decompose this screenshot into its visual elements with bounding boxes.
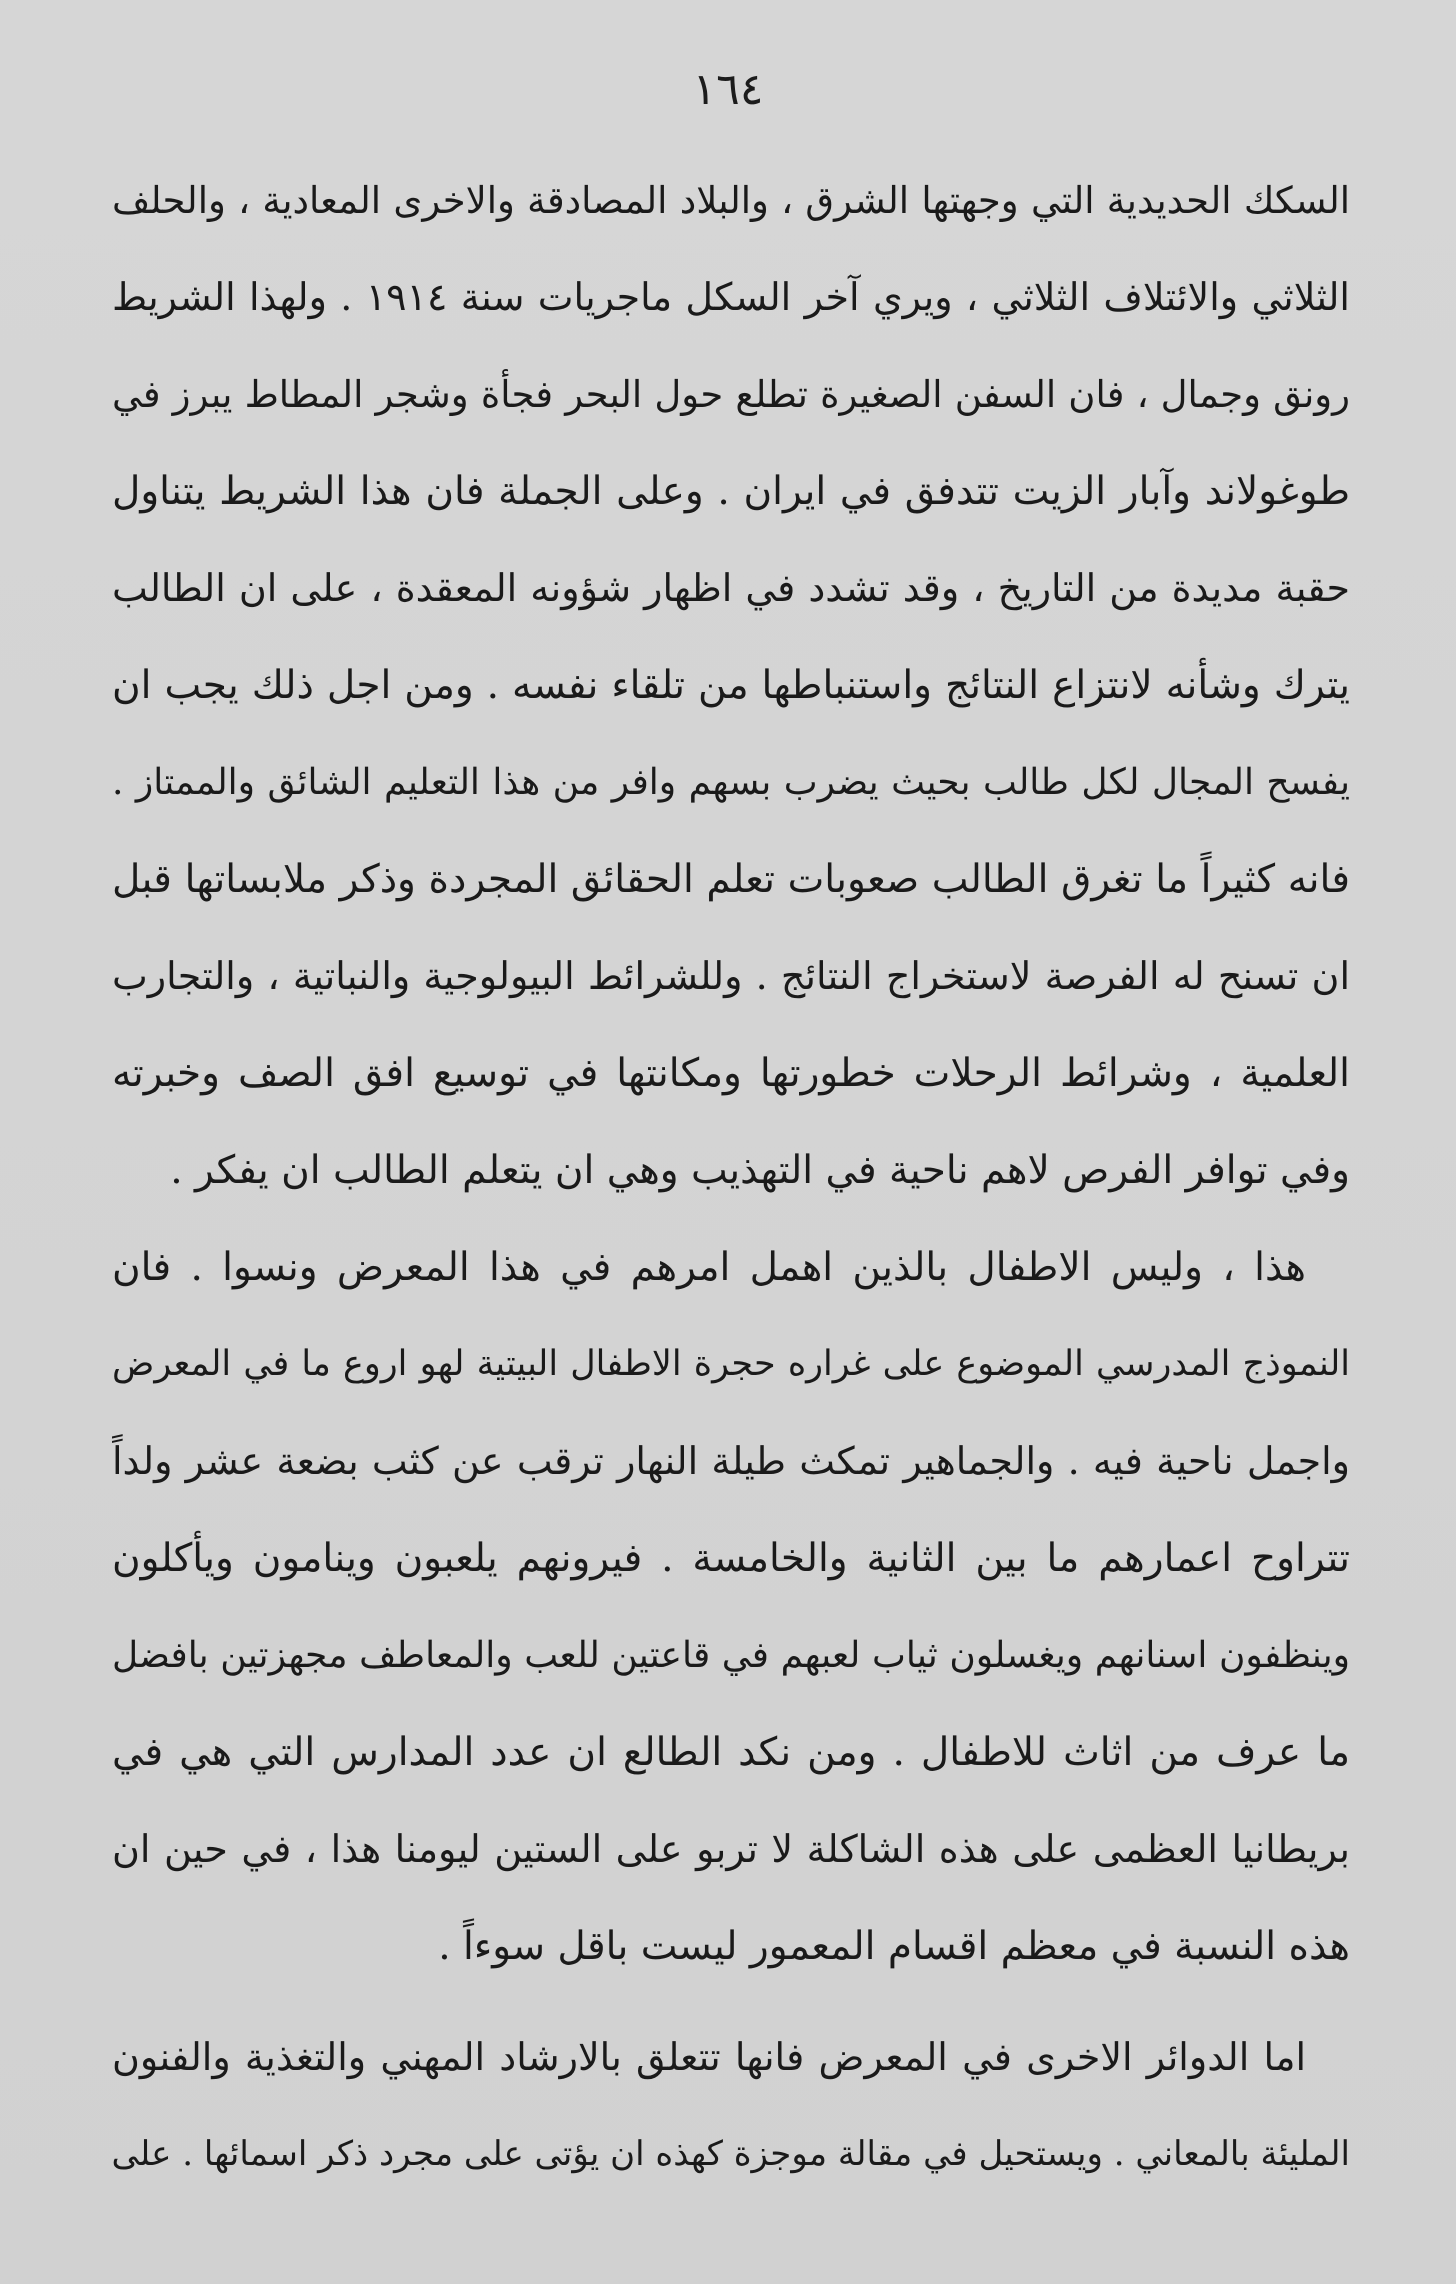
text-line: هذه النسبة في معظم اقسام المعمور ليست باقل سوءاً . [438, 1924, 1350, 1969]
paragraph-3 [112, 2009, 1350, 2203]
text-line: الثلاثي والائتلاف الثلاثي ، ويري آخر السكل ماجريات سنة ١٩١٤ . ولهذا الشريط [112, 275, 1350, 319]
text-line: رونق وجمال ، فان السفن الصغيرة تطلع حول البحر فجأة وشجر المطاط يبرز في [112, 373, 1350, 416]
text-line: واجمل ناحية فيه . والجماهير تمكث طيلة النهار ترقب عن كثب بضعة عشر ولداً [112, 1439, 1350, 1483]
paragraph-2 [112, 1219, 1350, 1995]
text-line: تتراوح اعمارهم ما بين الثانية والخامسة . فيرونهم يلعبون وينامون ويأكلون [112, 1536, 1350, 1581]
paragraph-spacer [112, 1995, 1350, 2009]
text-line: المليئة بالمعاني . ويستحيل في مقالة موجزة كهذه ان يؤتى على مجرد ذكر اسمائها . على [112, 2134, 1350, 2174]
text-line: طوغولاند وآبار الزيت تتدفق في ايران . وعلى الجملة فان هذا الشريط يتناول [112, 469, 1350, 514]
body-text [112, 152, 1350, 2203]
text-line: السكك الحديدية التي وجهتها الشرق ، والبلاد المصادقة والاخرى المعادية ، والحلف [112, 179, 1350, 222]
text-line: حقبة مديدة من التاريخ ، وقد تشدد في اظهار شؤونه المعقدة ، على ان الطالب [112, 566, 1350, 610]
text-line: ما عرف من اثاث للاطفال . ومن نكد الطالع ان عدد المدارس التي هي في [112, 1730, 1350, 1775]
paragraph-1 [112, 152, 1350, 1219]
text-line: يفسح المجال لكل طالب بحيث يضرب بسهم وافر من هذا التعليم الشائق والممتاز . [112, 762, 1350, 803]
text-line: اما الدوائر الاخرى في المعرض فانها تتعلق بالارشاد المهني والتغذية والفنون [112, 2035, 1307, 2079]
text-line: النموذج المدرسي الموضوع على غراره حجرة الاطفال البيتية لهو اروع ما في المعرض [112, 1344, 1350, 1384]
text-line: وفي توافر الفرص لاهم ناحية في التهذيب وهي ان يتعلم الطالب ان يفكر . [170, 1148, 1350, 1193]
text-line: ان تسنح له الفرصة لاستخراج النتائج . وللشرائط البيولوجية والنباتية ، والتجارب [112, 954, 1350, 998]
text-line: بريطانيا العظمى على هذه الشاكلة لا تربو على الستين ليومنا هذا ، في حين ان [112, 1827, 1350, 1871]
text-line: هذا ، وليس الاطفال بالذين اهمل امرهم في هذا المعرض ونسوا . فان [112, 1245, 1306, 1290]
text-line: يترك وشأنه لانتزاع النتائج واستنباطها من تلقاء نفسه . ومن اجل ذلك يجب ان [112, 663, 1350, 708]
text-line: وينظفون اسنانهم ويغسلون ثياب لعبهم في قاعتين للعب والمعاطف مجهزتين بافضل [112, 1635, 1350, 1676]
page-number: ١٦٤ [692, 64, 764, 115]
text-line: العلمية ، وشرائط الرحلات خطورتها ومكانتها في توسيع افق الصف وخبرته [112, 1051, 1350, 1096]
text-line: فانه كثيراً ما تغرق الطالب صعوبات تعلم الحقائق المجردة وذكر ملابساتها قبل [112, 857, 1350, 902]
